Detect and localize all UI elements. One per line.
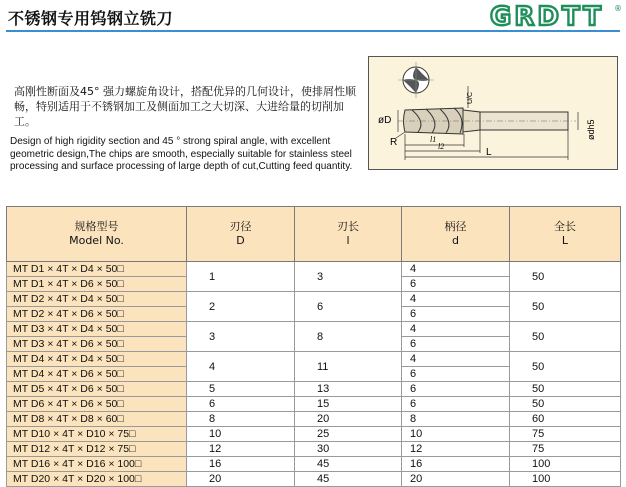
label-uc: U/C	[467, 91, 474, 104]
table-row	[7, 442, 621, 457]
spec-table	[6, 206, 621, 487]
diameter-cell: 16	[187, 457, 295, 472]
shank-diameter-cell: 4	[402, 262, 510, 277]
table-row	[7, 427, 621, 442]
registered-mark: ®	[614, 4, 622, 13]
shank-diameter-cell: 6	[402, 307, 510, 322]
shank-diameter-cell: 4	[402, 292, 510, 307]
model-cell: MT D3 × 4T × D4 × 50□	[7, 322, 187, 337]
overall-length-cell: 50	[510, 262, 621, 292]
end-mill-drawing	[368, 56, 618, 170]
model-cell: MT D1 × 4T × D4 × 50□	[7, 262, 187, 277]
header-model	[7, 207, 187, 262]
model-cell: MT D10 × 4T × D10 × 75□	[7, 427, 187, 442]
diameter-cell: 3	[187, 322, 295, 352]
flute-length-cell: 3	[295, 262, 402, 292]
diameter-cell: 2	[187, 292, 295, 322]
spec-table-body	[7, 262, 621, 487]
flute-length-cell: 25	[295, 427, 402, 442]
model-cell: MT D20 × 4T × D20 × 100□	[7, 472, 187, 487]
shank-diameter-cell: 4	[402, 352, 510, 367]
table-row	[7, 262, 621, 277]
table-row	[7, 292, 621, 307]
table-row	[7, 382, 621, 397]
description-english: Design of high rigidity section and 45 ° strong spiral angle, with excellent geometric design,The chips are smooth, especially suitable for stainless steel processing and surface processing of large depth of cut,Cutting feed quantity.	[10, 136, 353, 172]
label-total-length: L	[486, 147, 492, 158]
flute-length-cell: 30	[295, 442, 402, 457]
overall-length-cell: 50	[510, 352, 621, 382]
flute-length-cell: 11	[295, 352, 402, 382]
table-row	[7, 472, 621, 487]
diameter-cell: 1	[187, 262, 295, 292]
flute-length-cell: 20	[295, 412, 402, 427]
shank-diameter-cell: 16	[402, 457, 510, 472]
model-cell: MT D12 × 4T × D12 × 75□	[7, 442, 187, 457]
header-shank-diameter-cn: 柄径	[444, 220, 467, 233]
brand-logo	[488, 2, 622, 28]
shank-diameter-cell: 20	[402, 472, 510, 487]
table-row	[7, 412, 621, 427]
title-divider	[6, 30, 620, 32]
header-flute-length	[295, 207, 402, 262]
shank-diameter-cell: 10	[402, 427, 510, 442]
shank-diameter-cell: 6	[402, 277, 510, 292]
label-shank-diameter: ødh5	[586, 119, 596, 140]
shank-diameter-cell: 6	[402, 367, 510, 382]
header-shank-diameter	[402, 207, 510, 262]
shank-diameter-cell: 12	[402, 442, 510, 457]
header-shank-diameter-en: d	[452, 234, 459, 247]
model-cell: MT D8 × 4T × D8 × 60□	[7, 412, 187, 427]
model-cell: MT D6 × 4T × D6 × 50□	[7, 397, 187, 412]
overall-length-cell: 50	[510, 382, 621, 397]
label-radius: R	[390, 137, 398, 148]
label-cutting-diameter: øD	[378, 115, 392, 126]
overall-length-cell: 100	[510, 457, 621, 472]
label-l1: l1	[430, 135, 437, 144]
header-diameter	[187, 207, 295, 262]
flute-length-cell: 6	[295, 292, 402, 322]
flute-length-cell: 45	[295, 457, 402, 472]
description-chinese: 高刚性断面及45° 强力螺旋角设计，搭配优异的几何设计，使排屑性顺畅，特别适用于不锈钢加工及侧面加工之大切深、大进给量的切削加工。	[14, 85, 356, 128]
header-flute-length-en: l	[346, 234, 350, 247]
flute-length-cell: 13	[295, 382, 402, 397]
model-cell: MT D2 × 4T × D6 × 50□	[7, 307, 187, 322]
model-cell: MT D4 × 4T × D4 × 50□	[7, 352, 187, 367]
table-row	[7, 352, 621, 367]
table-row	[7, 322, 621, 337]
diameter-cell: 4	[187, 352, 295, 382]
header-overall-length	[510, 207, 621, 262]
table-header-row	[7, 207, 621, 262]
diameter-cell: 6	[187, 397, 295, 412]
diameter-cell: 20	[187, 472, 295, 487]
header-overall-length-cn: 全长	[554, 220, 576, 233]
shank-diameter-cell: 6	[402, 397, 510, 412]
overall-length-cell: 60	[510, 412, 621, 427]
page-title: 不锈钢专用钨钢立铣刀	[8, 9, 174, 28]
model-cell: MT D5 × 4T × D6 × 50□	[7, 382, 187, 397]
model-cell: MT D1 × 4T × D6 × 50□	[7, 277, 187, 292]
overall-length-cell: 75	[510, 442, 621, 457]
model-cell: MT D16 × 4T × D16 × 100□	[7, 457, 187, 472]
flute-length-cell: 45	[295, 472, 402, 487]
flute-length-cell: 15	[295, 397, 402, 412]
header-model-cn: 规格型号	[74, 220, 119, 233]
brand-logo-text: GRDTT	[490, 2, 605, 28]
diameter-cell: 5	[187, 382, 295, 397]
diameter-cell: 8	[187, 412, 295, 427]
label-l2: l2	[438, 142, 445, 151]
header-model-en: Model No.	[69, 234, 124, 247]
header-diameter-cn: 刃径	[229, 220, 252, 233]
table-row	[7, 397, 621, 412]
flute-length-cell: 8	[295, 322, 402, 352]
shank-diameter-cell: 6	[402, 337, 510, 352]
diameter-cell: 12	[187, 442, 295, 457]
diameter-cell: 10	[187, 427, 295, 442]
header-flute-length-cn: 刃长	[337, 220, 359, 233]
header-overall-length-en: L	[561, 234, 569, 247]
model-cell: MT D2 × 4T × D4 × 50□	[7, 292, 187, 307]
shank-diameter-cell: 8	[402, 412, 510, 427]
tool-side-view	[398, 108, 576, 134]
overall-length-cell: 50	[510, 292, 621, 322]
overall-length-cell: 50	[510, 397, 621, 412]
overall-length-cell: 50	[510, 322, 621, 352]
table-row	[7, 457, 621, 472]
overall-length-cell: 75	[510, 427, 621, 442]
header-diameter-en: D	[236, 234, 245, 247]
model-cell: MT D4 × 4T × D6 × 50□	[7, 367, 187, 382]
shank-diameter-cell: 4	[402, 322, 510, 337]
shank-diameter-cell: 6	[402, 382, 510, 397]
model-cell: MT D3 × 4T × D6 × 50□	[7, 337, 187, 352]
overall-length-cell: 100	[510, 472, 621, 487]
